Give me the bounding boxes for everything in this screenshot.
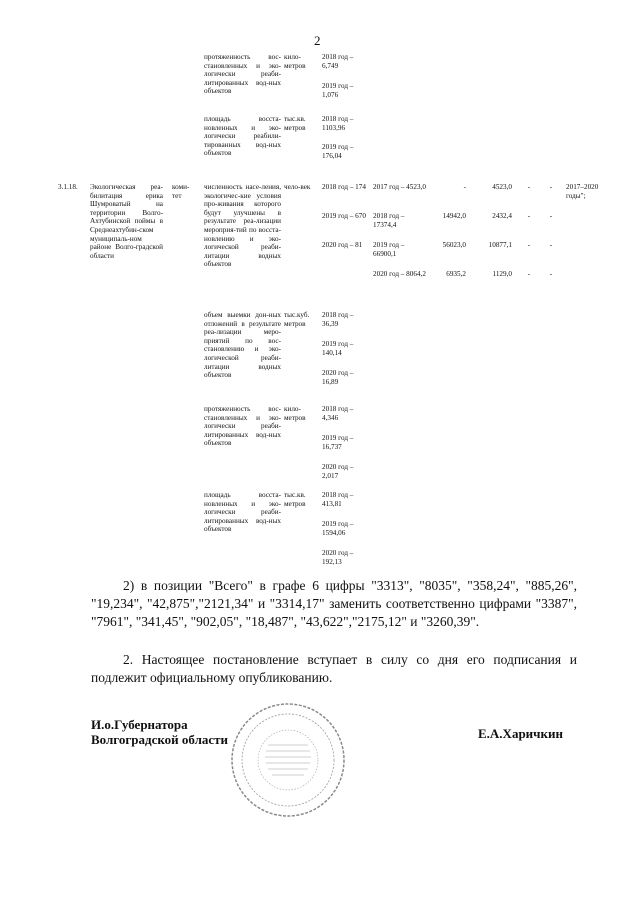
year-value: 2020 год – 16,89: [322, 369, 354, 386]
indicator-text: объем выемки дон-ных отложений в результате реа-лизации меро-приятий по вос-становлению и эко-логической реаби-литации водных объектов: [204, 311, 281, 380]
indicator-text: площадь восста-новленных и эко-логически реабили-тированных вод-ных объектов: [204, 115, 281, 158]
finance-year: 2019 год – 66900,1: [373, 241, 405, 258]
unit-text: чело-век: [284, 183, 311, 191]
finance-local: -: [527, 270, 531, 278]
indicator-text: численность насе-ления, экологичес-кие условия про-живания которого будут улучшены в результате реа-лизации мероприя-тий по восста-новлению и эко-логической реаби-литации водных объектов: [204, 183, 281, 269]
finance-local: -: [527, 212, 531, 220]
period-text: 2017–2020 годы";: [566, 183, 599, 200]
finance-other: -: [549, 270, 553, 278]
indicator-text: протяженность вос-становленных и эко-логически реаби-литированных вод-ных объектов: [204, 53, 281, 96]
unit-text: тыс.куб. метров: [284, 311, 310, 328]
year-value: 2019 год – 670: [322, 212, 366, 220]
year-value: 2018 год – 4,346: [322, 405, 354, 422]
year-value: 2018 год – 174: [322, 183, 366, 191]
year-value: 2018 год – 6,749: [322, 53, 354, 70]
year-value: 2020 год – 81: [322, 241, 363, 249]
year-value: 2019 год – 140,14: [322, 340, 354, 357]
year-value: 2020 год – 2,017: [322, 463, 354, 480]
executor-text: коми-тет: [172, 183, 190, 200]
finance-local: -: [527, 241, 531, 249]
year-value: 2018 год – 413,81: [322, 491, 354, 508]
year-value: 2018 год – 36,39: [322, 311, 354, 328]
event-description: Экологическая реа-билитация ерика Шумроватый на территории Волго-Ахтубинской поймы в Среднеахтубин-ском муниципаль-ном районе Волго-градской области: [90, 183, 163, 260]
finance-year: 2018 год – 17374,4: [373, 212, 405, 229]
finance-federal: -: [463, 183, 466, 191]
finance-regional: 2432,4: [492, 212, 512, 220]
item-number: 3.1.18.: [58, 183, 78, 191]
finance-federal: 6935,2: [446, 270, 466, 278]
year-value: 2019 год – 1,076: [322, 82, 354, 99]
finance-local: -: [527, 183, 531, 191]
signer-position-line2: Волгоградской области: [91, 732, 229, 747]
indicator-text: площадь восста-новленных и эко-логически реаби-литированных вод-ных объектов: [204, 491, 281, 534]
signer-position-line1: И.о.Губернатора: [91, 717, 188, 732]
year-value: 2020 год – 192,13: [322, 549, 354, 566]
unit-text: кило-метров: [284, 405, 306, 422]
finance-year: 2017 год – 4523,0: [373, 183, 426, 191]
indicator-text: протяженность вос-становленных и эко-логически реаби-литированных вод-ных объектов: [204, 405, 281, 448]
finance-regional: 10877,1: [488, 241, 512, 249]
unit-text: тыс.кв. метров: [284, 115, 306, 132]
finance-other: -: [549, 212, 553, 220]
paragraph-effective: 2. Настоящее постановление вступает в силу со дня его подписания и подлежит официальному опубликованию.: [91, 652, 577, 685]
finance-regional: 4523,0: [492, 183, 512, 191]
finance-other: -: [549, 241, 553, 249]
finance-federal: 14942,0: [442, 212, 466, 220]
page-number: 2: [314, 33, 321, 48]
year-value: 2019 год – 176,04: [322, 143, 354, 160]
finance-other: -: [549, 183, 553, 191]
finance-regional: 1129,0: [492, 270, 512, 278]
year-value: 2019 год – 16,737: [322, 434, 354, 451]
year-value: 2018 год – 1103,96: [322, 115, 354, 132]
year-value: 2019 год – 1594,06: [322, 520, 354, 537]
paragraph-amendment: 2) в позиции "Всего" в графе 6 цифры "3313", "8035", "358,24", "885,26", "19,234", "42,875","2121,34" и "3314,17" заменить соответственно цифрами "3387", "7961", "341,45", "902,05", "18,487", "43,622","2175,12" и "3260,39".: [91, 578, 577, 629]
finance-year: 2020 год – 8064,2: [373, 270, 426, 278]
finance-federal: 56023,0: [442, 241, 466, 249]
official-seal-stamp: [228, 700, 348, 820]
unit-text: тыс.кв. метров: [284, 491, 306, 508]
unit-text: кило-метров: [284, 53, 306, 70]
signer-name: Е.А.Харичкин: [478, 726, 563, 741]
